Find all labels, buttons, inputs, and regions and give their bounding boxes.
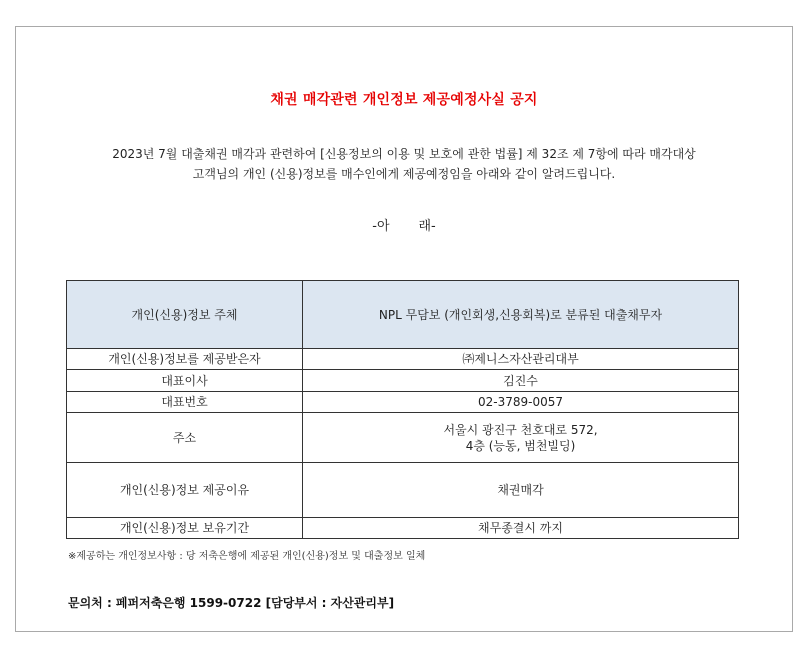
header-value: NPL 무담보 (개인회생,신용회복)로 분류된 대출채무자 [303, 281, 739, 349]
header-label: 개인(신용)정보 주체 [67, 281, 303, 349]
row-value: 02-3789-0057 [303, 392, 739, 413]
section-marker: -아 래- [372, 219, 436, 234]
table-row [67, 413, 739, 463]
table-row [67, 518, 739, 539]
row-value: 채무종결시 까지 [303, 518, 739, 539]
footnote: ※제공하는 개인정보사항 : 당 저축은행에 제공된 개인(신용)정보 및 대출정보 일체 [68, 551, 426, 562]
address-line-1: 서울시 광진구 천호대로 572, [443, 422, 598, 437]
intro-line-1: 2023년 7월 대출채권 매각과 관련하여 [신용정보의 이용 및 보호에 관한 법률] 제 32조 제 7항에 따라 매각대상 [112, 147, 696, 161]
intro-line-2: 고객님의 개인 (신용)정보를 매수인에게 제공예정임을 아래와 같이 알려드립니다. [192, 167, 616, 181]
row-label: 주소 [67, 413, 303, 463]
table-header-row [67, 281, 739, 349]
row-label: 개인(신용)정보 보유기간 [67, 518, 303, 539]
row-label: 대표이사 [67, 370, 303, 392]
row-label: 개인(신용)정보를 제공받은자 [67, 349, 303, 370]
notice-frame [15, 26, 793, 632]
row-value: 김진수 [303, 370, 739, 392]
table-row [67, 370, 739, 392]
row-value-address [303, 413, 739, 463]
notice-title: 채권 매각관련 개인정보 제공예정사실 공지 [270, 92, 538, 108]
row-value: 채권매각 [303, 463, 739, 518]
row-value: ㈜제니스자산관리대부 [303, 349, 739, 370]
table-row [67, 463, 739, 518]
table-row [67, 392, 739, 413]
contact-info: 문의처 : 페퍼저축은행 1599-0722 [담당부서 : 자산관리부] [68, 596, 395, 610]
row-label: 대표번호 [67, 392, 303, 413]
table-row [67, 349, 739, 370]
notice-intro [56, 144, 752, 184]
address-line-2: 4층 (능동, 범천빌딩) [465, 438, 576, 453]
info-table [66, 280, 739, 539]
row-label: 개인(신용)정보 제공이유 [67, 463, 303, 518]
